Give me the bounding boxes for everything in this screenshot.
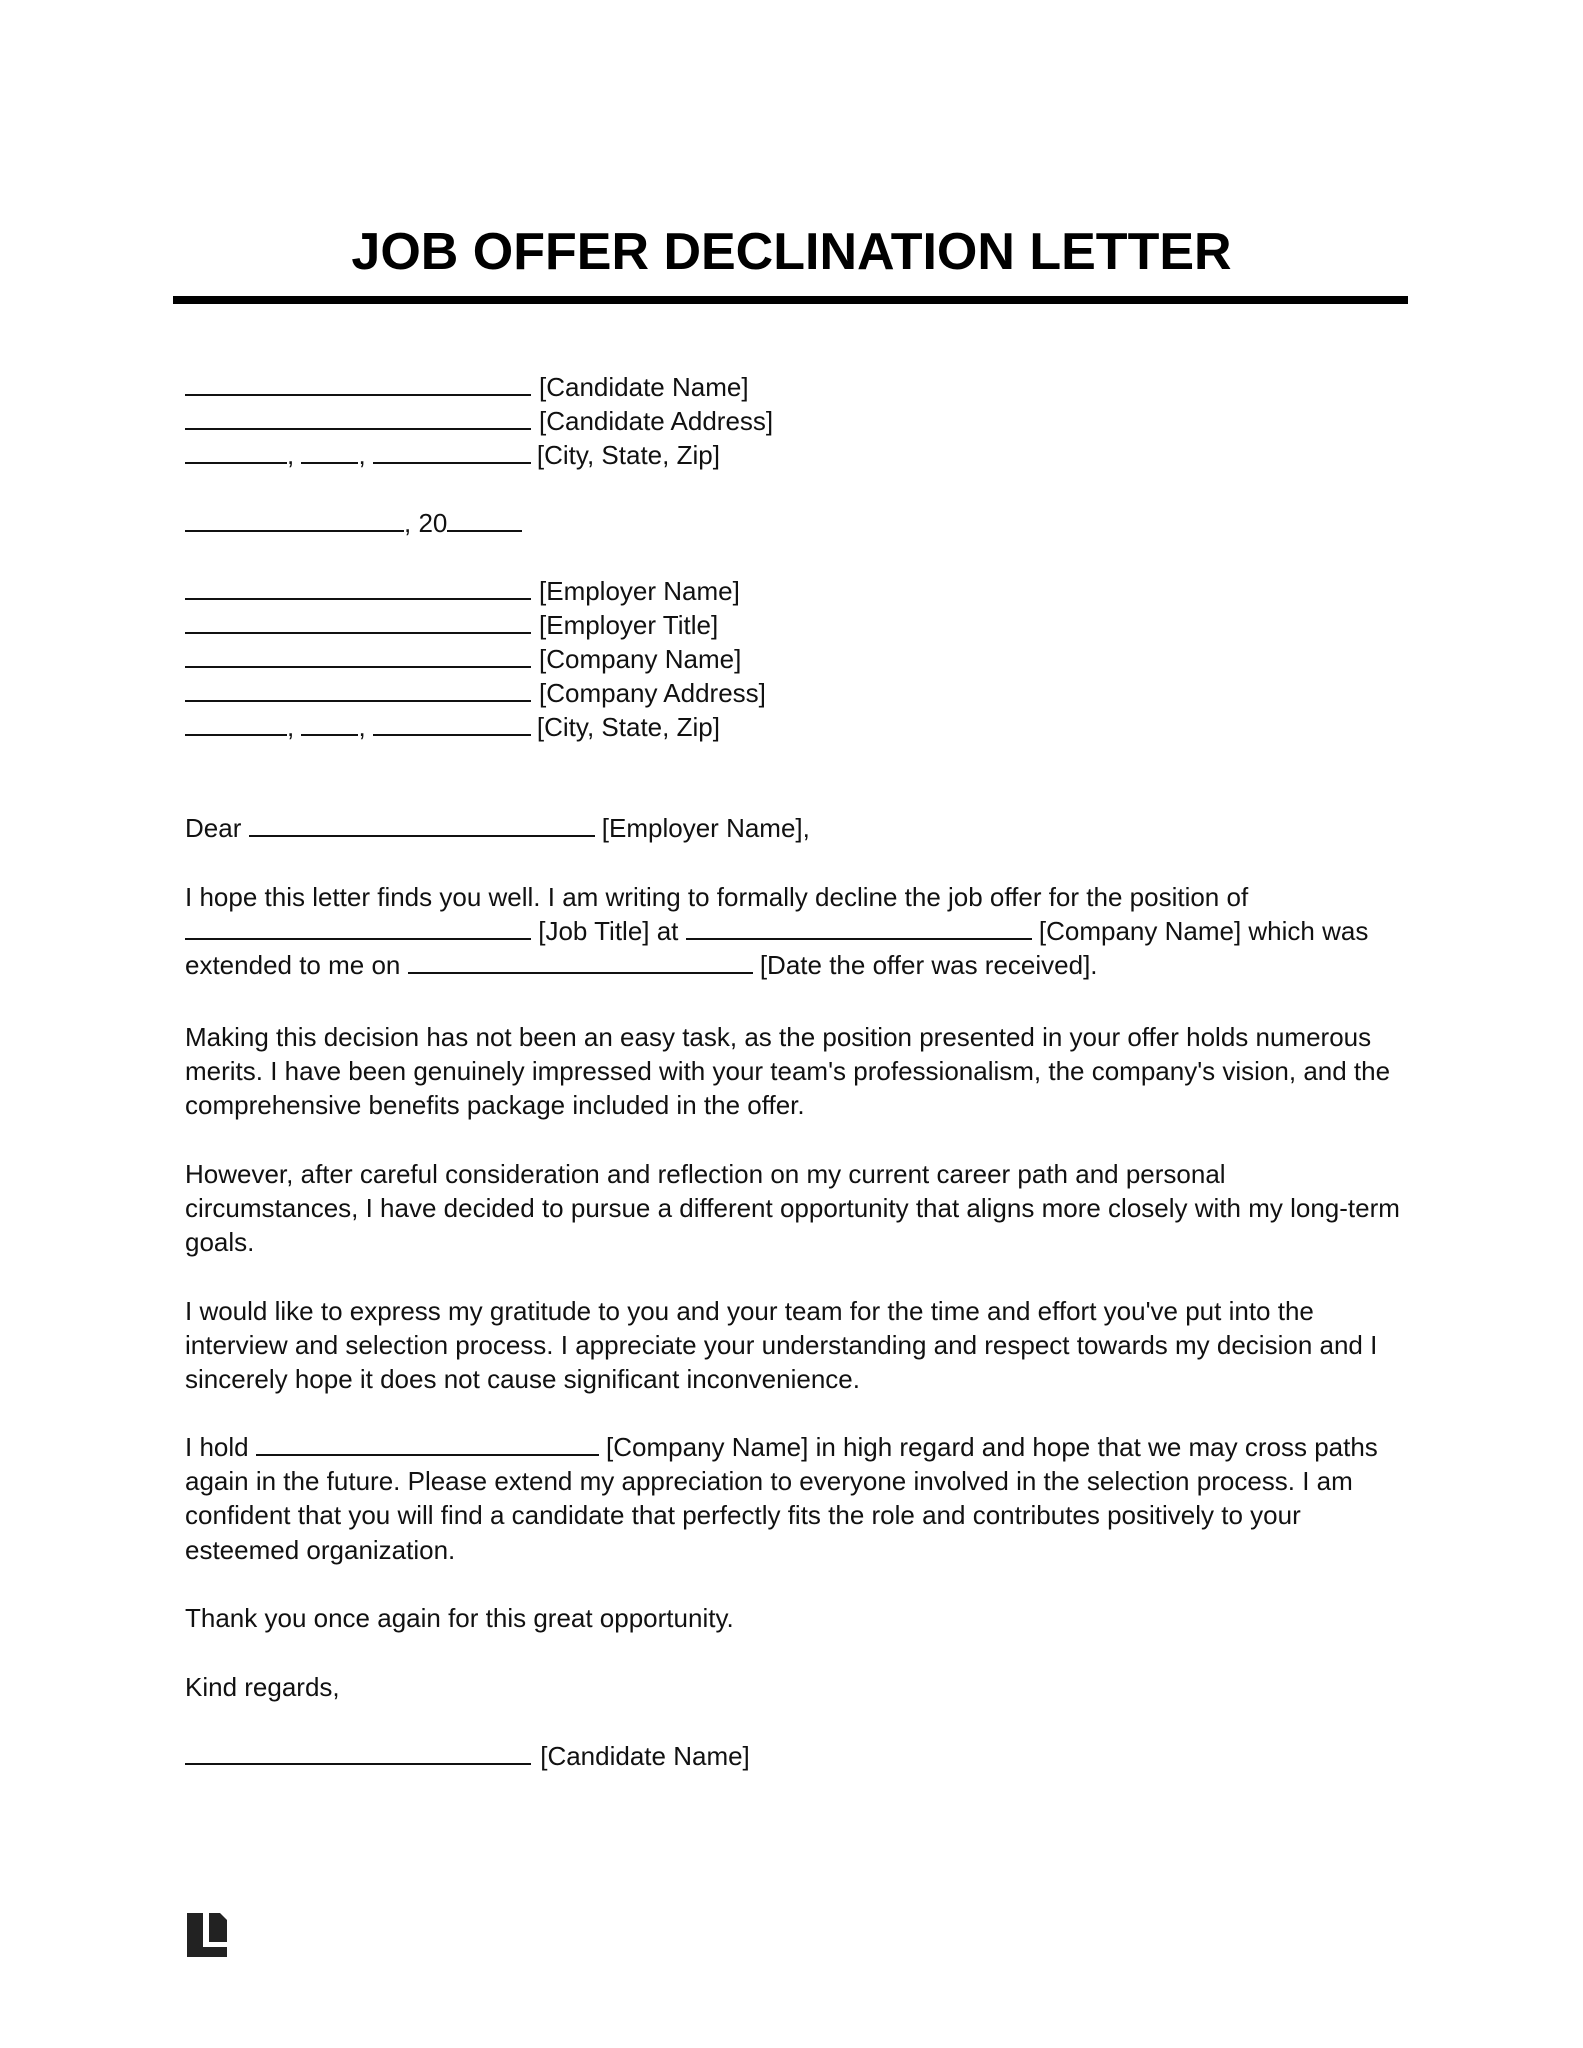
- sender-name-line: [185, 370, 749, 404]
- date-blank[interactable]: [185, 506, 404, 532]
- date-line: [185, 506, 522, 540]
- paragraph-line: However, after careful consideration and reflection on my current career path and personal: [185, 1159, 1226, 1189]
- sender-city-line: , , [City, State, Zip]: [185, 438, 720, 472]
- candidate-address-label: [Candidate Address]: [539, 406, 774, 436]
- document-logo-icon: [187, 1913, 227, 1957]
- paragraph-line: interview and selection process. I appreciate your understanding and respect towards my decision and I: [185, 1330, 1378, 1361]
- recipient-city-blank[interactable]: [185, 710, 287, 736]
- signature-placeholder: [Candidate Name]: [533, 1741, 750, 1771]
- document-title: JOB OFFER DECLINATION LETTER: [351, 223, 1232, 281]
- job-title-blank[interactable]: [185, 914, 531, 940]
- salutation-placeholder: [Employer Name],: [594, 813, 810, 843]
- title-divider: [173, 296, 1408, 304]
- paragraph-gratitude: [185, 1294, 1415, 1397]
- closing-thanks: Thank you once again for this great opportunity.: [185, 1603, 734, 1633]
- candidate-name-label: [Candidate Name]: [539, 372, 749, 402]
- state-blank[interactable]: [301, 438, 358, 464]
- paragraph-line: [185, 914, 1415, 948]
- city-state-zip-label: [City, State, Zip]: [536, 440, 720, 470]
- city-blank[interactable]: [185, 438, 287, 464]
- salutation-prefix: Dear: [185, 813, 249, 843]
- recipient-city-line: , , [City, State, Zip]: [185, 710, 720, 744]
- paragraph-decision: [185, 1020, 1415, 1123]
- salutation-line: [185, 811, 810, 845]
- company-address-blank[interactable]: [185, 676, 531, 702]
- paragraph-line: I hope this letter finds you well. I am writing to formally decline the job offer for the position of: [185, 882, 1249, 912]
- paragraph-line: sincerely hope it does not cause significant inconvenience.: [185, 1364, 860, 1395]
- recipient-address-line: [185, 676, 766, 710]
- company-name-blank[interactable]: [185, 642, 531, 668]
- hold-prefix: I hold: [185, 1432, 256, 1462]
- paragraph-line: circumstances, I have decided to pursue a different opportunity that aligns more closely with my long-term: [185, 1193, 1400, 1224]
- employer-title-label: [Employer Title]: [539, 610, 719, 640]
- recipient-state-blank[interactable]: [301, 710, 358, 736]
- signature-blank[interactable]: [185, 1739, 531, 1765]
- company-name-label: [Company Name]: [539, 644, 742, 674]
- candidate-address-blank[interactable]: [185, 404, 531, 430]
- recipient-zip-blank[interactable]: [373, 710, 531, 736]
- paragraph-line: merits. I have been genuinely impressed with your team's professionalism, the company's vision, and the: [185, 1056, 1391, 1087]
- regard-company-blank[interactable]: [256, 1430, 599, 1456]
- paragraph-line: I would like to express my gratitude to you and your team for the time and effort you've put into the: [185, 1296, 1314, 1326]
- recipient-title-line: [185, 608, 718, 642]
- candidate-name-blank[interactable]: [185, 370, 531, 396]
- paragraph-line: esteemed organization.: [185, 1534, 456, 1565]
- paragraph-line: [185, 1430, 1415, 1464]
- job-title-label: [Job Title] at: [531, 916, 686, 947]
- recipient-name-line: [185, 574, 740, 608]
- company-address-label: [Company Address]: [539, 678, 766, 708]
- employer-name-blank[interactable]: [185, 574, 531, 600]
- regard-company-label: [Company Name] in high regard and hope that we may cross paths: [598, 1432, 1378, 1462]
- offer-company-label: [Company Name] which was: [1031, 916, 1369, 947]
- paragraph-line: comprehensive benefits package included in the offer.: [185, 1090, 805, 1121]
- employer-name-label: [Employer Name]: [539, 576, 740, 606]
- offer-company-blank[interactable]: [686, 914, 1032, 940]
- sender-address-line: [185, 404, 773, 438]
- paragraph-regard: [185, 1430, 1415, 1567]
- year-blank[interactable]: [447, 506, 522, 532]
- closing-sign-off: Kind regards,: [185, 1672, 340, 1702]
- zip-blank[interactable]: [373, 438, 531, 464]
- recipient-city-state-zip-label: [City, State, Zip]: [536, 712, 720, 742]
- paragraph-intro: [185, 880, 1415, 983]
- paragraph-line: again in the future. Please extend my appreciation to everyone involved in the selection process. I am: [185, 1466, 1353, 1497]
- paragraph-line: confident that you will find a candidate that perfectly fits the role and contributes positively to your: [185, 1500, 1301, 1531]
- employer-title-blank[interactable]: [185, 608, 531, 634]
- salutation-employer-blank[interactable]: [249, 811, 595, 837]
- paragraph-line: goals.: [185, 1227, 255, 1258]
- offer-date-blank[interactable]: [408, 948, 753, 974]
- paragraph-line: [185, 948, 1415, 982]
- recipient-company-line: [185, 642, 741, 676]
- paragraph-reason: [185, 1157, 1415, 1260]
- signature-line: [185, 1739, 750, 1773]
- offer-date-label: [Date the offer was received].: [752, 950, 1098, 981]
- paragraph-line: Making this decision has not been an easy task, as the position presented in your offer holds numerous: [185, 1022, 1372, 1052]
- extended-prefix: extended to me on: [185, 950, 408, 981]
- year-prefix: , 20: [404, 508, 448, 538]
